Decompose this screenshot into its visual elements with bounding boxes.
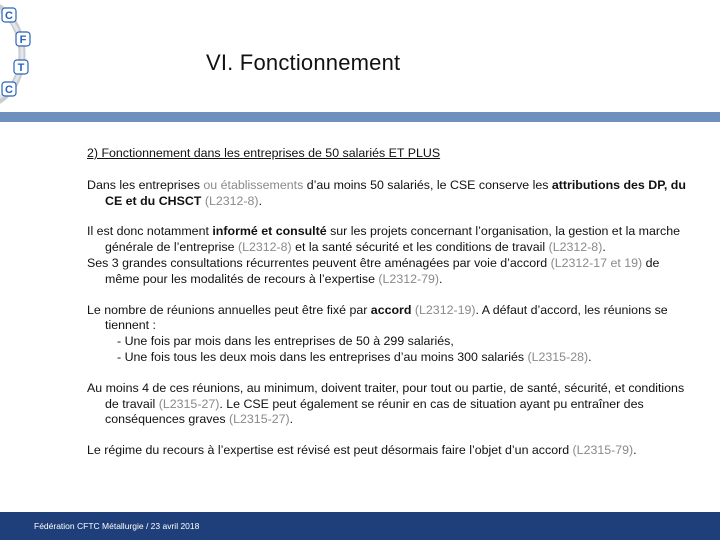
paragraph-consultation bbox=[87, 224, 687, 256]
text: . bbox=[602, 240, 606, 255]
text-bold: accord bbox=[370, 302, 412, 317]
svg-text:C: C bbox=[5, 10, 13, 22]
text: Il est donc notamment bbox=[87, 224, 213, 239]
text: . Le CSE peut également se réunir en cas de situation ayant pu entraîner des conséquences graves bbox=[105, 396, 644, 427]
text: Le régime du recours à l’expertise est révisé est peut désormais faire l’objet d’un accord bbox=[87, 443, 573, 458]
text: Dans les entreprises bbox=[87, 177, 204, 192]
slide-content bbox=[87, 146, 687, 459]
paragraph-attributions bbox=[87, 178, 687, 210]
text: Au moins 4 de ces réunions, au minimum, doivent traiter, pour tout ou partie, de santé, sécurité, et conditions de travail bbox=[87, 380, 685, 411]
text-gray: ou établissements bbox=[203, 177, 304, 192]
legal-reference: (L2315-27) bbox=[158, 396, 220, 411]
footer-bar bbox=[0, 512, 720, 540]
section-subtitle: 2) Fonctionnement dans les entreprises de 50 salariés ET PLUS bbox=[87, 146, 441, 160]
text: Le nombre de réunions annuelles peut être fixé par bbox=[87, 302, 371, 317]
text: Ses 3 grandes consultations récurrentes peuvent être aménagées par voie d’accord bbox=[87, 255, 551, 270]
paragraph-consultations-recurrentes bbox=[87, 256, 687, 288]
svg-text:C: C bbox=[5, 84, 13, 96]
paragraph-sante-securite bbox=[87, 381, 687, 428]
text: et la santé sécurité et les conditions de travail bbox=[291, 240, 549, 255]
paragraph-reunions bbox=[87, 303, 687, 335]
title-band bbox=[0, 112, 720, 122]
logo-letter-badge bbox=[2, 82, 16, 96]
svg-text:T: T bbox=[17, 62, 25, 74]
legal-reference: (L2312-8) bbox=[548, 240, 603, 255]
legal-reference: (L2315-79) bbox=[572, 443, 634, 458]
legal-reference: (L2312-19) bbox=[414, 302, 476, 317]
legal-reference: (L2312-17 et 19) bbox=[550, 255, 643, 270]
legal-reference: (L2312-8) bbox=[237, 240, 292, 255]
list-item bbox=[87, 350, 687, 366]
text: sur les projets concernant l’organisation, la gestion et la marche générale de l’entreprise bbox=[105, 224, 680, 255]
legal-reference: (L2312-8) bbox=[204, 193, 259, 208]
text-bold: informé et consulté bbox=[212, 224, 327, 239]
text: . bbox=[258, 193, 263, 208]
text-bold: attributions des DP, du CE et du CHSCT bbox=[105, 177, 686, 208]
list-item bbox=[87, 334, 687, 350]
footer-text: Fédération CFTC Métallurgie / 23 avril 2018 bbox=[34, 521, 200, 531]
legal-reference: (L2315-28) bbox=[527, 349, 589, 364]
cftc-logo bbox=[0, 0, 60, 110]
text: . bbox=[439, 271, 443, 286]
text: d’au moins 50 salariés, le CSE conserve les bbox=[303, 177, 552, 192]
text: . bbox=[633, 443, 637, 458]
text: . A défaut d’accord, les réunions se tiennent : bbox=[105, 302, 668, 333]
svg-text:F: F bbox=[19, 34, 27, 46]
text: - Une fois par mois dans les entreprises de 50 à 299 salariés, bbox=[117, 334, 454, 349]
legal-reference: (L2312-79) bbox=[378, 271, 440, 286]
text: - Une fois tous les deux mois dans les entreprises d’au moins 300 salariés bbox=[117, 349, 528, 364]
slide-title: VI. Fonctionnement bbox=[206, 50, 401, 75]
text: de même pour les modalités de recours à l’expertise bbox=[105, 255, 660, 286]
logo-letter-badge bbox=[14, 60, 28, 74]
text: . bbox=[588, 349, 592, 364]
legal-reference: (L2315-27) bbox=[229, 412, 290, 427]
logo-letter-badge bbox=[16, 32, 30, 46]
paragraph-expertise bbox=[87, 443, 687, 459]
text: . bbox=[289, 412, 294, 427]
logo-letter-badge bbox=[2, 8, 16, 22]
